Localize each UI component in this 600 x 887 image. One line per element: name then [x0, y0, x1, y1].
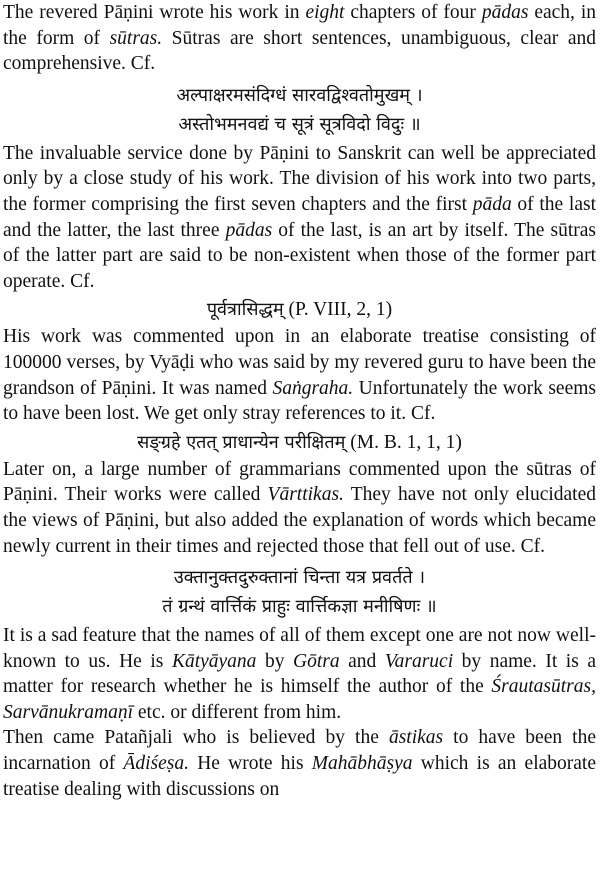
sanskrit-verse-varttika-definition	[3, 563, 596, 621]
paragraph-vyadi-sangraha: His work was commented upon in an elaborate treatise consisting of 100000 verses, by Vyāḍi who was said by my revered guru to have been the grandson of Pāṇini. It was named Saṅgraha. Unfortunately the work seems to have been lost. We get only stray references to it. Cf.	[3, 326, 596, 425]
paragraph-panini-work: The revered Pāṇini wrote his work in eight chapters of four pādas each, in the form of sūtras. Sūtras are short sentences, unambiguous, clear and comprehensive. Cf.	[3, 2, 596, 75]
citation-sangrahe: सङ्ग्रहे एतत् प्राधान्येन परीक्षितम् (M. B. 1, 1, 1)	[137, 431, 462, 453]
paragraph-varttikas: Later on, a large number of grammarians commented upon the sūtras of Pāṇini. Their works were called Vārttikas. They have not only elucidated the views of Pāṇini, but also added the explanation of words which became newly current in their times and rejected those that fell out of use. Cf.	[3, 458, 597, 557]
citation-purvatrasiddham: पूर्वत्रासिद्धम् (P. VIII, 2, 1)	[206, 299, 393, 321]
sanskrit-verse-sutra-definition	[3, 81, 596, 139]
paragraph-invaluable-service: The invaluable service done by Pāṇini to Sanskrit can well be appreciated only by a close study of his work. The division of his work into two parts, the former comprising the first seven chapters and the first pāda of the last and the latter, the last three pādas of the last, is an art by itself. The sūtras of the latter part are said to be non-existent when those of the former part operate. Cf.	[3, 142, 596, 292]
verse-line: तं ग्रन्थं वार्त्तिकं प्राहुः वार्त्तिकज्ञा मनीषिणः ॥	[162, 596, 437, 618]
verse-line: अस्तोभमनवद्यं च सूत्रं सूत्रविदो विदुः ॥	[178, 113, 421, 135]
verse-line: अल्पाक्षरमसंदिग्धं सारवद्विश्वतोमुखम् ।	[176, 84, 423, 106]
paragraph-katyayana: It is a sad feature that the names of all of them except one are not now well-known to us. He is Kātyāyana by Gōtra and Vararuci by name. It is a matter for research whether he is himself the author of the Śrautasūtras, Sarvānukramaṇī etc. or different from him.	[3, 625, 597, 723]
paragraph-patanjali: Then came Patañjali who is believed by the āstikas to have been the incarnation of Ādiśeṣa. He wrote his Mahābhāṣya which is an elaborate treatise dealing with discussions on	[3, 727, 596, 800]
verse-line: उक्तानुक्तदुरुक्तानां चिन्ता यत्र प्रवर्तते ।	[173, 567, 426, 589]
